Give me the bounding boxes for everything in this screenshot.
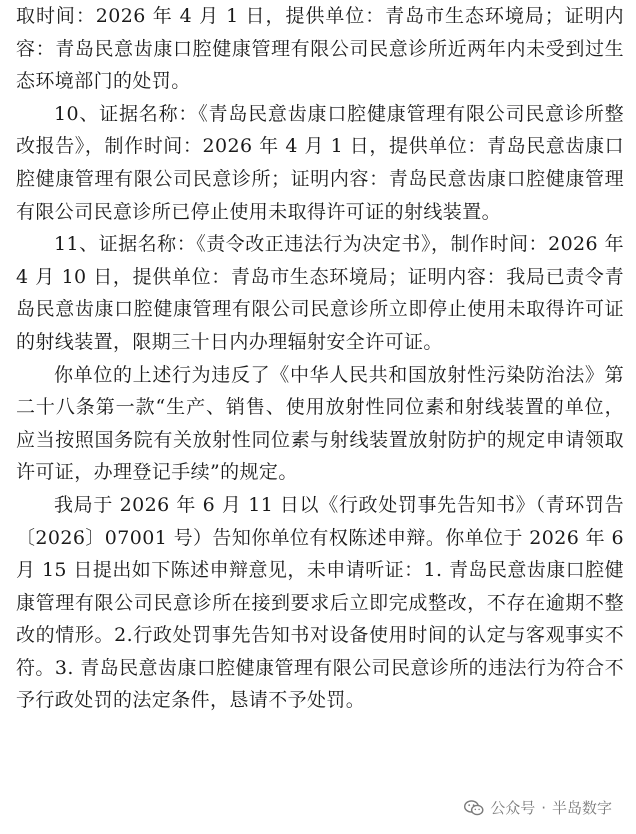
paragraph-defense: 我局于 2026 年 6 月 11 日以《行政处罚事先告知书》（青环罚告〔2026〕07001 号）告知你单位有权陈述申辩。你单位于 2026 年 6 月 15 日提出如下陈述申辩意见，未申请听证：1. 青岛民意齿康口腔健康管理有限公司民意诊所在接到要求后立即完成整改，不存在逾期不整改的情形。2.行政处罚事先告知书对设备使用时间的认定与客观事实不符。3. 青岛民意齿康口腔健康管理有限公司民意诊所的违法行为符合不予行政处罚的法定条件，恳请不予处罚。 bbox=[16, 493, 624, 712]
wechat-icon bbox=[464, 800, 484, 816]
watermark-label: 公众号 bbox=[490, 799, 536, 817]
document-body bbox=[16, 0, 624, 717]
paragraph-evidence-9-tail: 取时间：2026 年 4 月 1 日，提供单位：青岛市生态环境局；证明内容：青岛民意齿康口腔健康管理有限公司民意诊所近两年内未受到过生态环境部门的处罚。 bbox=[16, 5, 624, 93]
watermark bbox=[460, 795, 616, 820]
watermark-account: 半岛数字 bbox=[551, 799, 612, 817]
paragraph-violation: 你单位的上述行为违反了《中华人民共和国放射性污染防治法》第二十八条第一款“生产、销售、使用放射性同位素和射线装置的单位，应当按照国务院有关放射性同位素与射线装置放射防护的规定申请领取许可证，办理登记手续”的规定。 bbox=[16, 363, 624, 484]
paragraph-evidence-10: 10、证据名称：《青岛民意齿康口腔健康管理有限公司民意诊所整改报告》，制作时间：2026 年 4 月 1 日，提供单位：青岛民意齿康口腔健康管理有限公司民意诊所；证明内容：青岛民意齿康口腔健康管理有限公司民意诊所已停止使用未取得许可证的射线装置。 bbox=[16, 102, 624, 223]
paragraph-evidence-11: 11、证据名称：《责令改正违法行为决定书》，制作时间：2026 年 4 月 10 日，提供单位：青岛市生态环境局；证明内容：我局已责令青岛民意齿康口腔健康管理有限公司民意诊所立即停止使用未取得许可证的射线装置，限期三十日内办理辐射安全许可证。 bbox=[16, 233, 624, 353]
watermark-separator: · bbox=[541, 798, 546, 817]
